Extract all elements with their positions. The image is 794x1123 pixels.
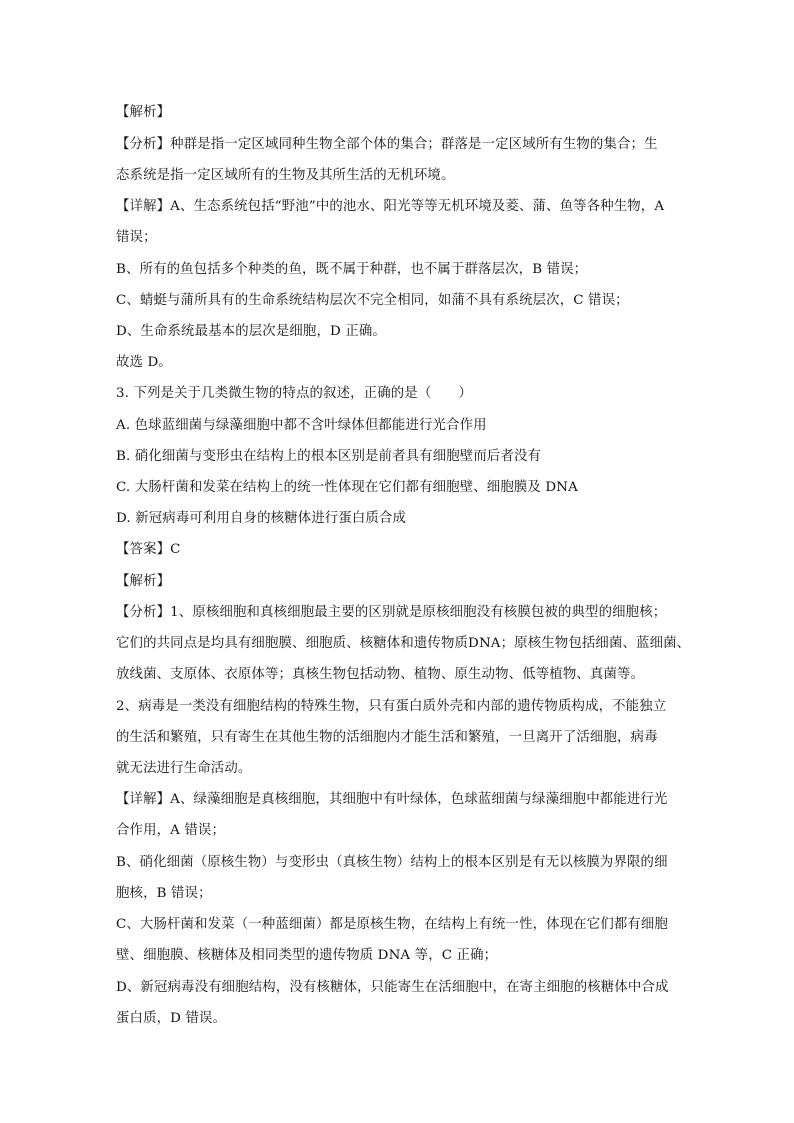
detail-2-line-4: 胞核，B 错误； xyxy=(116,886,212,901)
question-3-stem: 3. 下列是关于几类微生物的特点的叙述，正确的是（ ） xyxy=(116,386,472,401)
question-3-option-c: C. 大肠杆菌和发菜在结构上的统一性体现在它们都有细胞壁、细胞膜及 DNA xyxy=(116,480,578,495)
detail-item-c: C、蜻蜓与蒲所具有的生命系统结构层次不完全相同，如蒲不具有系统层次，C 错误； xyxy=(116,293,629,308)
answer-line: 【答案】C xyxy=(116,542,181,557)
detail-item-d: D、生命系统最基本的层次是细胞，D 正确。 xyxy=(116,324,386,339)
analysis-paragraph-line-1: 【分析】种群是指一定区域同种生物全部个体的集合；群落是一定区域所有生物的集合；生 xyxy=(116,137,658,152)
detail-2-line-6: 壁、细胞膜、核糖体及相同类型的遗传物质 DNA 等，C 正确； xyxy=(116,948,498,963)
detail-2-line-1: 【详解】A、绿藻细胞是真核细胞，其细胞中有叶绿体，色球蓝细菌与绿藻细胞中都能进行光 xyxy=(116,792,668,807)
question-3-option-d: D. 新冠病毒可利用自身的核糖体进行蛋白质合成 xyxy=(116,511,407,526)
analysis-2-line-2: 它们的共同点是均具有细胞膜、细胞质、核糖体和遗传物质DNA；原核生物包括细菌、蓝细菌、 xyxy=(116,636,691,651)
detail-2-line-8: 蛋白质，D 错误。 xyxy=(116,1011,227,1026)
detail-2-line-7: D、新冠病毒没有细胞结构，没有核糖体，只能寄生在活细胞中，在寄主细胞的核糖体中合成 xyxy=(116,980,669,995)
detail-paragraph-line-2: 错误； xyxy=(116,230,157,245)
detail-2-line-2: 合作用，A 错误； xyxy=(116,823,226,838)
analysis-2-line-6: 就无法进行生命活动。 xyxy=(116,761,252,776)
question-3-option-a: A. 色球蓝细菌与绿藻细胞中都不含叶绿体但都能进行光合作用 xyxy=(116,418,487,433)
section-heading-analysis-2: 【解析】 xyxy=(116,574,171,589)
choice-summary: 故选 D。 xyxy=(116,355,172,370)
analysis-2-line-5: 的生活和繁殖，只有寄生在其他生物的活细胞内才能生活和繁殖，一旦离开了活细胞，病毒 xyxy=(116,730,658,745)
detail-item-b: B、所有的鱼包括多个种类的鱼，既不属于种群，也不属于群落层次，B 错误； xyxy=(116,262,588,277)
section-heading-analysis: 【解析】 xyxy=(116,105,171,120)
analysis-2-line-1: 【分析】1、原核细胞和真核细胞最主要的区别就是原核细胞没有核膜包被的典型的细胞核； xyxy=(116,605,667,620)
detail-paragraph-line-1: 【详解】A、生态系统包括“野池”中的池水、阳光等等无机环境及菱、蒲、鱼等各种生物，A xyxy=(116,199,665,214)
analysis-paragraph-line-2: 态系统是指一定区域所有的生物及其所生活的无机环境。 xyxy=(116,168,455,183)
question-3-option-b: B. 硝化细菌与变形虫在结构上的根本区别是前者具有细胞壁而后者没有 xyxy=(116,449,542,464)
detail-2-line-3: B、硝化细菌（原核生物）与变形虫（真核生物）结构上的根本区别是有无以核膜为界限的细 xyxy=(116,855,668,870)
analysis-2-line-3: 放线菌、支原体、衣原体等；真核生物包括动物、植物、原生动物、低等植物、真菌等。 xyxy=(116,667,645,682)
detail-2-line-5: C、大肠杆菌和发菜（一种蓝细菌）都是原核生物，在结构上有统一性，体现在它们都有细胞 xyxy=(116,917,669,932)
analysis-2-line-4: 2、病毒是一类没有细胞结构的特殊生物，只有蛋白质外壳和内部的遗传物质构成，不能独立 xyxy=(116,699,667,714)
